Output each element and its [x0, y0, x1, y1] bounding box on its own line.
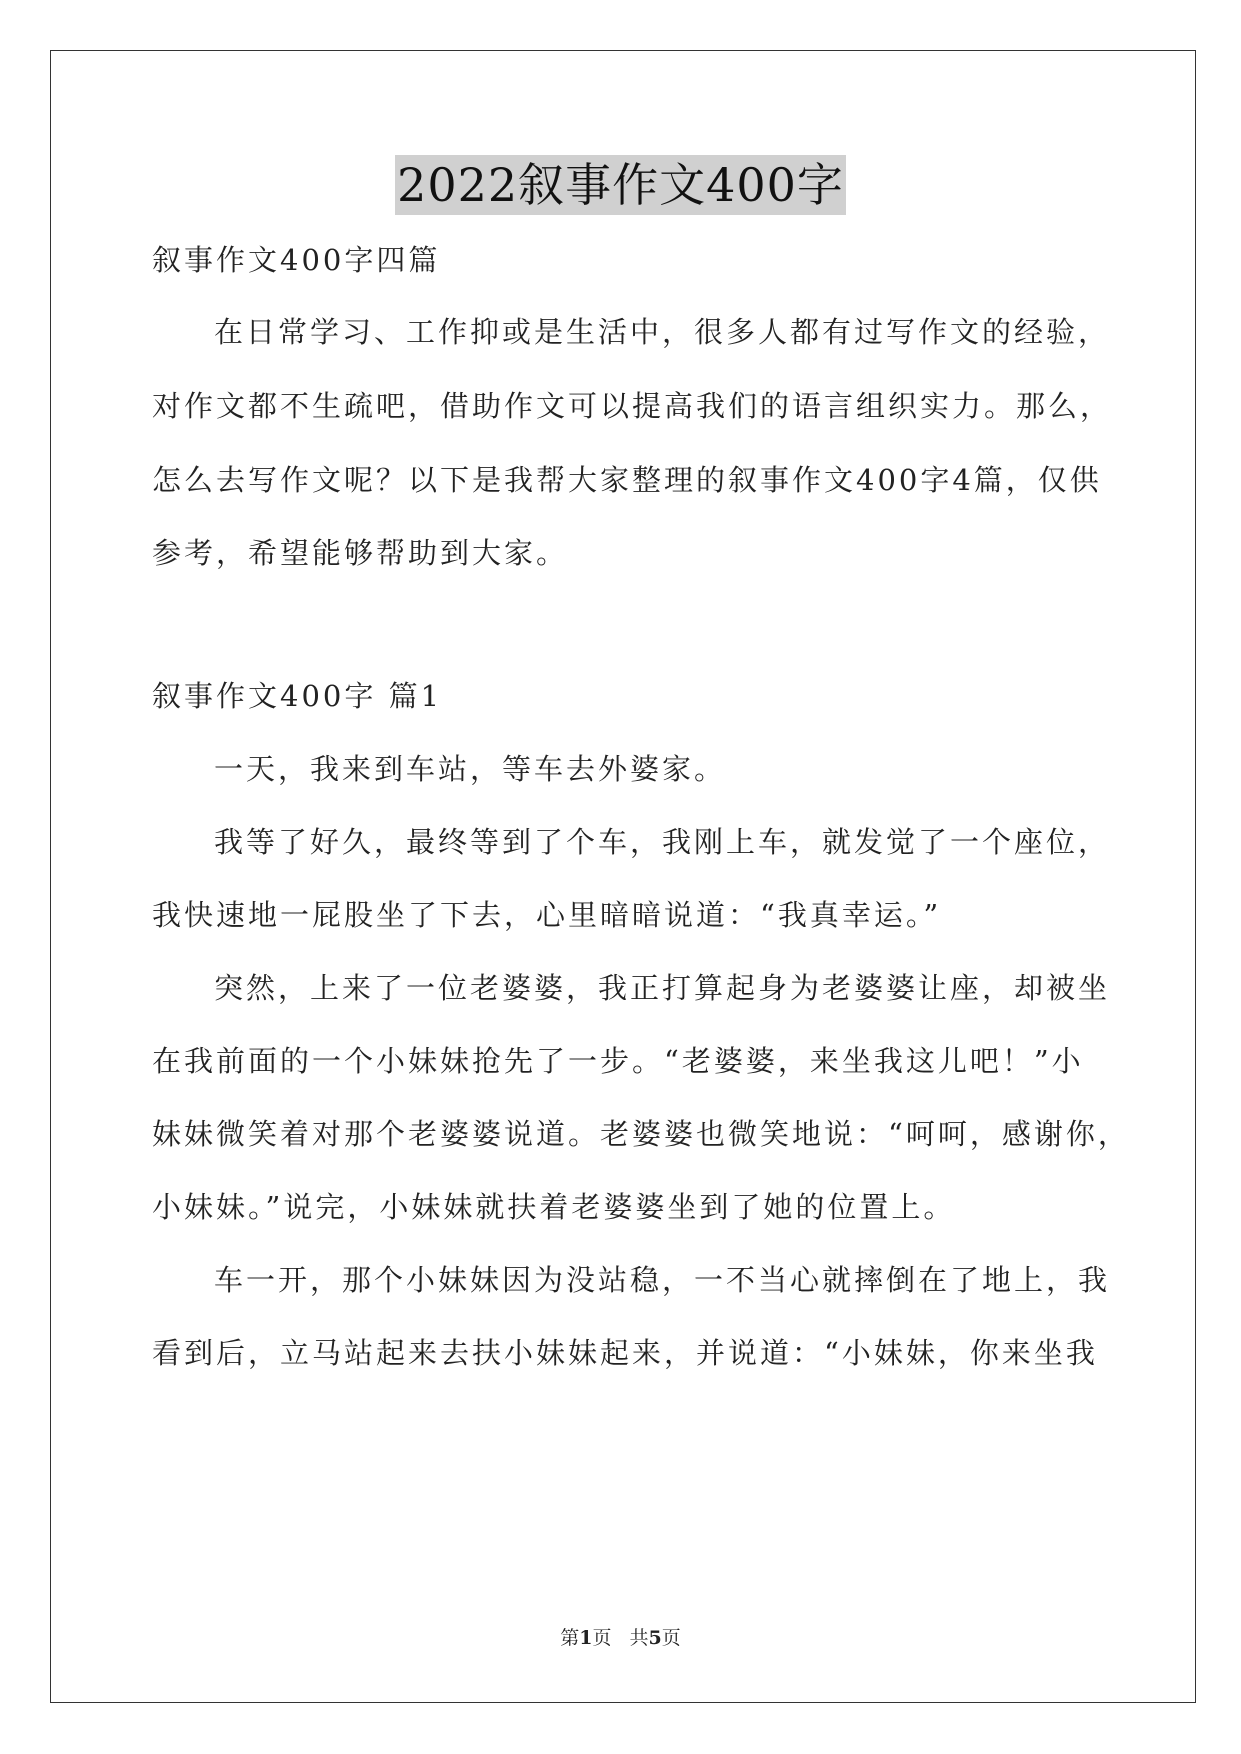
body-line: 突然，上来了一位老婆婆，我正打算起身为老婆婆让座，却被坐 [214, 971, 1111, 1005]
intro-line: 对作文都不生疏吧，借助作文可以提高我们的语言组织实力。那么， [152, 389, 1113, 423]
body-line: 看到后，立马站起来去扶小妹妹起来，并说道：“小妹妹，你来坐我 [152, 1336, 1098, 1370]
footer-total-suffix: 页 [661, 1627, 681, 1649]
intro-line: 参考，希望能够帮助到大家。 [152, 536, 569, 570]
body-line: 小妹妹。”说完，小妹妹就扶着老婆婆坐到了她的位置上。 [152, 1190, 956, 1224]
footer-prefix: 第 [560, 1627, 580, 1649]
total-page-number: 5 [648, 1627, 662, 1649]
body-line: 车一开，那个小妹妹因为没站稳，一不当心就摔倒在了地上，我 [214, 1263, 1111, 1297]
footer-page-word: 页 [592, 1627, 612, 1649]
body-line: 我等了好久，最终等到了个车，我刚上车，就发觉了一个座位， [214, 825, 1111, 859]
body-line: 妹妹微笑着对那个老婆婆说道。老婆婆也微笑地说：“呵呵，感谢你， [152, 1117, 1130, 1151]
subtitle: 叙事作文400字四篇 [152, 243, 441, 277]
intro-line: 在日常学习、工作抑或是生活中，很多人都有过写作文的经验， [214, 315, 1111, 349]
page-footer [0, 1626, 1241, 1650]
body-line: 我快速地一屁股坐了下去，心里暗暗说道：“我真幸运。” [152, 898, 942, 932]
document-title: 2022叙事作文400字 [395, 155, 846, 215]
current-page-number: 1 [579, 1627, 593, 1649]
title-container [0, 155, 1241, 215]
section-heading: 叙事作文400字 篇1 [152, 679, 443, 713]
page-border [50, 50, 1196, 1703]
intro-line: 怎么去写作文呢？以下是我帮大家整理的叙事作文400字4篇，仅供 [152, 463, 1102, 497]
body-line: 一天，我来到车站，等车去外婆家。 [214, 752, 727, 786]
body-line: 在我前面的一个小妹妹抢先了一步。“老婆婆，来坐我这儿吧！”小 [152, 1044, 1084, 1078]
footer-total-prefix: 共 [629, 1627, 649, 1649]
